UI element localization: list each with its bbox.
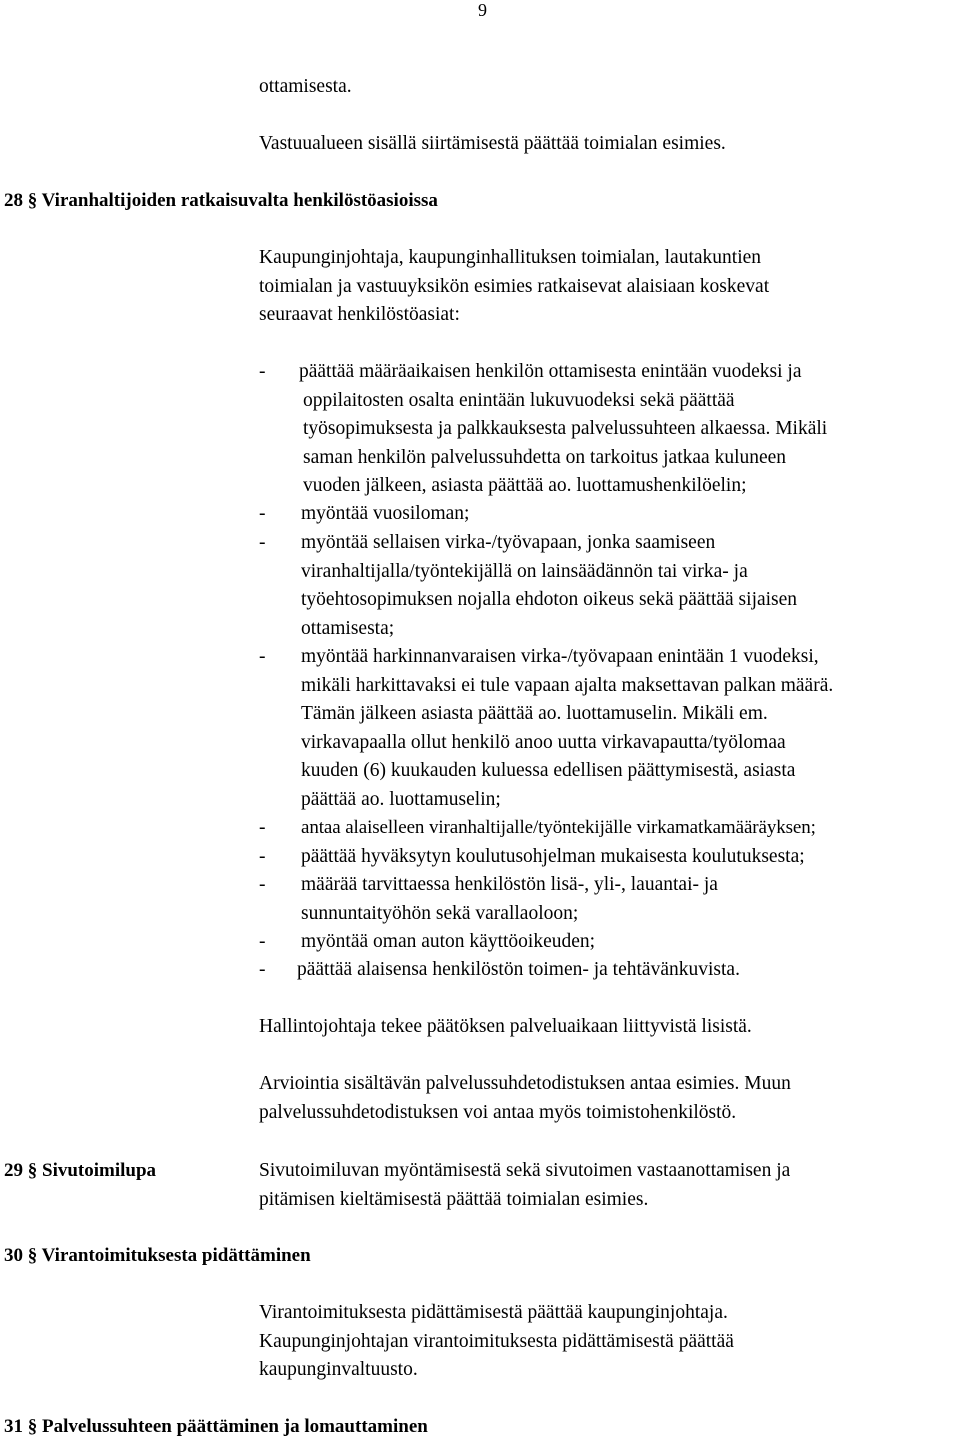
- list-dash: -: [259, 532, 266, 553]
- list-item-line: saman henkilön palvelussuhdetta on tarkoitus jatkaa kuluneen: [303, 446, 787, 468]
- list-item-line: myöntää vuosiloman;: [301, 503, 470, 524]
- list-item-line: päättää ao. luottamuselin;: [301, 788, 501, 810]
- list-item-line: antaa alaiselleen viranhaltijalle/työntekijälle virkamatkamääräyksen;: [301, 817, 816, 838]
- list-item-text: [301, 529, 797, 643]
- admin-paragraph: Hallintojohtaja tekee päätöksen palveluaikaan liittyvistä lisistä.: [259, 1016, 752, 1037]
- section-28-heading: 28 § Viranhaltijoiden ratkaisuvalta henkilöstöasioissa: [4, 190, 438, 211]
- list-item-line: myöntää harkinnanvaraisen virka-/työvapaan enintään 1 vuodeksi,: [301, 646, 819, 667]
- section-29-text: [259, 1157, 790, 1214]
- list-item-line: työehtosopimuksen nojalla ehdoton oikeus sekä päättää sijaisen: [301, 589, 798, 610]
- continuation-text: ottamisesta.: [259, 76, 352, 97]
- paragraph-line: pitämisen kieltämisestä päättää toimialan esimies.: [259, 1188, 649, 1210]
- list-dash: -: [259, 959, 266, 980]
- list-dash: -: [259, 503, 266, 524]
- list-item-line: työsopimuksesta ja palkkauksesta palvelussuhteen alkaessa. Mikäli: [303, 418, 828, 439]
- list-item-line: vuoden jälkeen, asiasta päättää ao. luottamushenkilöelin;: [303, 475, 747, 496]
- section-30-text: [259, 1299, 734, 1385]
- list-item-line: myöntää oman auton käyttöoikeuden;: [301, 931, 596, 952]
- list-item-line: sunnuntaityöhön sekä varallaoloon;: [301, 902, 579, 924]
- list-item-line: päättää alaisensa henkilöstön toimen- ja tehtävänkuvista.: [297, 959, 740, 980]
- list-dash: -: [259, 817, 266, 838]
- list-dash: -: [259, 931, 266, 952]
- list-item-line: päättää määräaikaisen henkilön ottamisesta enintään vuodeksi ja: [299, 361, 802, 382]
- list-item-text: [301, 643, 833, 814]
- paragraph-line: Kaupunginjohtajan virantoimituksesta pidättämisestä päättää: [259, 1330, 734, 1352]
- list-item-text: [301, 871, 718, 928]
- list-item-line: myöntää sellaisen virka-/työvapaan, jonka saamiseen: [301, 532, 716, 553]
- paragraph-line: palvelussuhdetodistuksen voi antaa myös toimistohenkilöstö.: [259, 1101, 737, 1123]
- evaluation-paragraph: [259, 1070, 791, 1127]
- lead-line: Kaupunginjohtaja, kaupunginhallituksen toimialan, lautakuntien: [259, 247, 762, 268]
- list-dash: -: [259, 846, 266, 867]
- list-item-line: Tämän jälkeen asiasta päättää ao. luottamuselin. Mikäli em.: [301, 703, 768, 724]
- lead-line: seuraavat henkilöstöasiat:: [259, 304, 460, 325]
- list-item-line: mikäli harkittavaksi ei tule vapaan ajalta maksettavan palkan määrä.: [301, 674, 834, 696]
- list-dash: -: [259, 646, 266, 667]
- paragraph-line: Arviointia sisältävän palvelussuhdetodistuksen antaa esimies. Muun: [259, 1073, 791, 1094]
- page-number: 9: [478, 0, 487, 20]
- section-30-heading: 30 § Virantoimituksesta pidättäminen: [4, 1245, 311, 1266]
- list-dash: -: [259, 361, 266, 382]
- list-item-text: [301, 928, 595, 957]
- section-28-lead: [259, 244, 769, 330]
- list-item-line: päättää hyväksytyn koulutusohjelman mukaisesta koulutuksesta;: [301, 846, 805, 867]
- list-item-line: ottamisesta;: [301, 617, 395, 639]
- list-item-text: [301, 814, 816, 843]
- lead-line: toimialan ja vastuuyksikön esimies ratkaisevat alaisiaan koskevat: [259, 275, 770, 297]
- list-item-line: oppilaitosten osalta enintään lukuvuodeksi sekä päättää: [303, 389, 735, 411]
- intro-paragraph: Vastuualueen sisällä siirtämisestä päättää toimialan esimies.: [259, 133, 726, 154]
- list-item-line: määrää tarvittaessa henkilöstön lisä-, yli-, lauantai- ja: [301, 874, 718, 895]
- section-31-heading: 31 § Palvelussuhteen päättäminen ja lomauttaminen: [4, 1416, 428, 1437]
- list-item-text: [301, 500, 469, 529]
- section-29-heading: 29 § Sivutoimilupa: [4, 1160, 157, 1181]
- paragraph-line: Virantoimituksesta pidättämisestä päättää kaupunginjohtaja.: [259, 1302, 728, 1323]
- list-item-text: [297, 956, 740, 985]
- list-item-text: [303, 387, 827, 501]
- list-item-line: viranhaltijalla/työntekijällä on lainsäädännön tai virka- ja: [301, 560, 748, 582]
- list-item-line: virkavapaalla ollut henkilö anoo uutta virkavapautta/työlomaa: [301, 731, 786, 753]
- list-item-line: kuuden (6) kuukauden kuluessa edellisen päättymisestä, asiasta: [301, 760, 796, 781]
- list-item-text: [299, 358, 801, 387]
- paragraph-line: kaupunginvaltuusto.: [259, 1359, 418, 1380]
- list-dash: -: [259, 874, 266, 895]
- paragraph-line: Sivutoimiluvan myöntämisestä sekä sivutoimen vastaanottamisen ja: [259, 1160, 791, 1181]
- list-item-text: [301, 843, 805, 872]
